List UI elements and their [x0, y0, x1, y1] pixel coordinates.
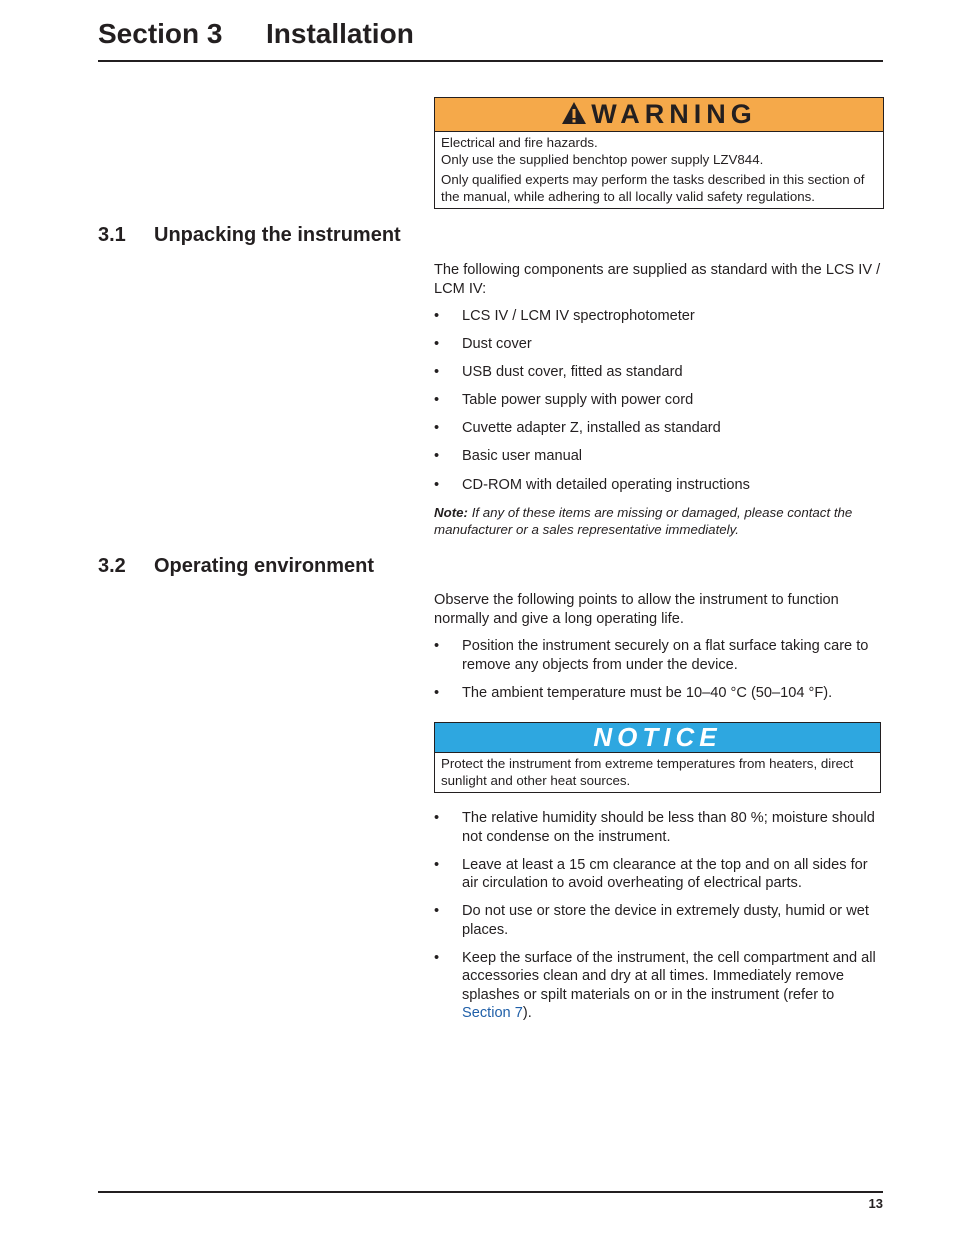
list-item: • Table power supply with power cord: [434, 392, 694, 409]
list-item: • USB dust cover, fitted as standard: [434, 364, 683, 381]
intro-paragraph: Observe the following points to allow the instrument to function normally and give a long operating life.: [434, 592, 839, 627]
note-paragraph: [434, 504, 884, 538]
list-item: • Basic user manual: [434, 448, 583, 465]
warning-line: Only qualified experts may perform the tasks described in this section of the manual, while adhering to all locally valid safety regulations.: [441, 172, 865, 204]
components-list: [434, 307, 884, 494]
note-text: If any of these items are missing or damaged, please contact the manufacturer or a sales representative immediately.: [434, 504, 853, 537]
warning-body: [435, 132, 883, 208]
heading-3-1: [98, 224, 401, 247]
section-title: Installation: [266, 18, 414, 49]
notice-box: [434, 722, 881, 793]
warning-label: WARNING: [591, 99, 757, 129]
heading-number: 3.2: [98, 555, 126, 577]
list-item: • Do not use or store the device in extremely dusty, humid or wet places.: [434, 903, 869, 938]
list-item: • LCS IV / LCM IV spectrophotometer: [434, 308, 695, 324]
list-item: • CD-ROM with detailed operating instructions: [434, 476, 750, 493]
notice-text: Protect the instrument from extreme temperatures from heaters, direct sunlight and other heat sources.: [441, 756, 854, 788]
warning-header: [435, 98, 883, 132]
warning-line: Electrical and fire hazards. Only use the supplied benchtop power supply LZV844.: [441, 135, 764, 167]
footer-rule: [98, 1191, 883, 1193]
intro-paragraph: The following components are supplied as standard with the LCS IV / LCM IV:: [434, 262, 881, 297]
list-item: • Leave at least a 15 cm clearance at the top and on all sides for air circulation to avoid overheating of electrical parts.: [434, 856, 868, 892]
section-number: Section 3: [98, 18, 223, 49]
section-heading: [98, 18, 414, 50]
section-3-2-body-continued: [434, 809, 884, 1023]
heading-title: Operating environment: [154, 555, 375, 577]
list-item: • Dust cover: [434, 336, 532, 353]
page-number: 13: [868, 1196, 883, 1211]
list-item: • Keep the surface of the instrument, the cell compartment and all accessories clean and dry at all times. Immediately remove splashes or spilt materials on or in the instrument (refer to Section 7).: [434, 949, 876, 1022]
list-item: • The relative humidity should be less than 80 %; moisture should not condense on the instrument.: [434, 810, 875, 845]
section-3-2-body: [434, 591, 884, 702]
section-3-1-body: [434, 261, 884, 538]
list-item: • Position the instrument securely on a flat surface taking care to remove any objects from under the device.: [434, 638, 869, 673]
section-7-link[interactable]: Section 7: [462, 1005, 523, 1022]
heading-number: 3.1: [98, 224, 126, 246]
list-item: • Cuvette adapter Z, installed as standard: [434, 420, 721, 437]
header-rule: [98, 60, 883, 62]
notice-header: NOTICE: [435, 723, 880, 753]
warning-box: [434, 97, 884, 209]
heading-3-2: [98, 555, 374, 578]
warning-triangle-icon: [561, 101, 587, 132]
note-label: Note:: [434, 504, 468, 520]
notice-body: [435, 753, 880, 792]
heading-title: Unpacking the instrument: [154, 224, 401, 246]
list-item: • The ambient temperature must be 10–40 °C (50–104 °F).: [434, 684, 833, 701]
